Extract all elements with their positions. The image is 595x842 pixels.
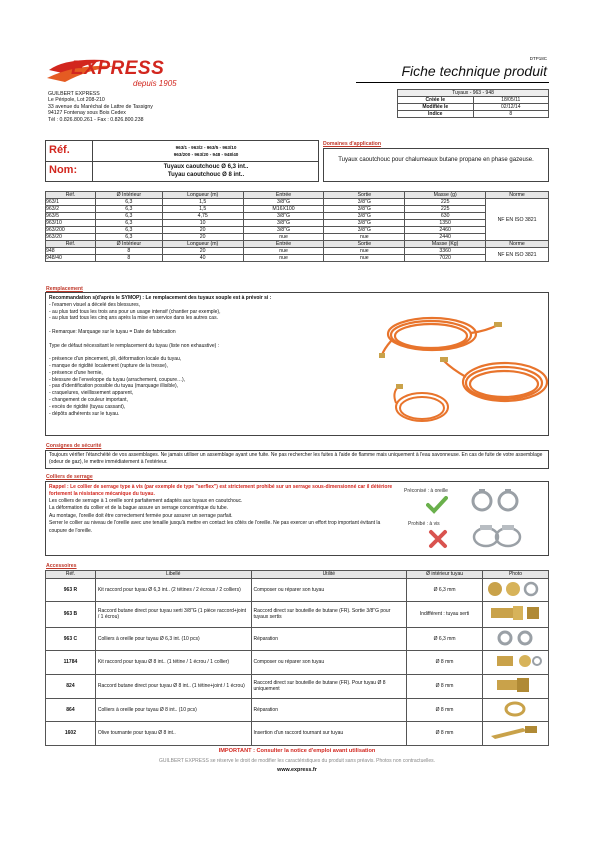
remplacement-line: - Remarque: Marquage sur le tuyau = Date de fabrication — [49, 328, 176, 335]
acc-libelle: Colliers à oreille pour tuyau Ø 8 int.. (10 pcs) — [95, 698, 251, 722]
colliers-title: Colliers de serrage — [46, 474, 93, 480]
acc-utilite: Raccord direct sur bouteille de butane (FR). Sortie 3/8"G pour tuyaux sertis — [251, 602, 407, 628]
doc-code: DTP18C — [529, 56, 547, 61]
company-address-line3: 94127 Fontenay sous Bois Cedex — [48, 110, 126, 117]
colliers-warning: Rappel : Le collier de serrage type à vis (par exemple de type "serflex") est strictement prohibé sur un serrage sous-dimensionné car il détériore fortement la résistance mécanique du tuyau. — [49, 484, 393, 497]
product-name-2: Tuyau caoutchouc Ø 8 int.. — [167, 172, 245, 178]
table-cell: 963/5 — [46, 213, 96, 220]
company-contact: Tél : 0.826.800.261 - Fax : 0.826.800.238 — [48, 116, 144, 123]
specs-header-length: Longueur (m) — [162, 192, 243, 199]
acc-ref: 824 — [46, 674, 96, 698]
table-cell: 3/8"G — [324, 199, 405, 206]
remplacement-line: - changement de couleur important, — [49, 396, 128, 403]
colliers-line: La déformation du collier et de la bague assure un serrage concentrique du tube. — [49, 505, 229, 512]
specs-header-mass: Masse (g) — [405, 192, 486, 199]
remplacement-title: Remplacement — [46, 286, 83, 292]
company-address-line1: Le Péripole, Lot 208-210 — [48, 97, 105, 104]
table-cell: 6,3 — [95, 199, 162, 206]
info-product: Tuyaux - 963 - 948 — [398, 90, 549, 97]
colliers-line: Les colliers de serrage à 1 oreille sont parfaitement adaptés aux tuyaux en caoutchouc. — [49, 498, 243, 504]
accessoires-title: Accessoires — [46, 563, 77, 569]
table-cell: 1,5 — [162, 206, 243, 213]
specs-header-ref: Réf. — [46, 241, 96, 248]
table-row — [46, 651, 549, 675]
footer-url[interactable]: www.express.fr — [277, 767, 317, 773]
info-index-label: Indice — [398, 111, 474, 118]
remplacement-line: - présence d'un pincement, pli, déformation locale du tuyau, — [49, 356, 182, 363]
table-cell: 1,5 — [162, 199, 243, 206]
prohib-label: Prohibé : à vis — [408, 521, 440, 527]
acc-photo — [482, 578, 548, 602]
preco-label: Préconisé : à oreille — [404, 488, 448, 494]
product-name-1: Tuyaux caoutchouc Ø 6,3 int.. — [163, 164, 249, 170]
accessoires-table — [45, 570, 549, 746]
table-cell: 225 — [405, 206, 486, 213]
ref-block — [45, 140, 319, 182]
info-modified-value: 02/12/14 — [473, 104, 549, 111]
acc-photo — [482, 722, 548, 746]
specs-header-inlet: Entrée — [243, 241, 324, 248]
table-cell: 630 — [405, 213, 486, 220]
hose-photo-coil-1 — [376, 313, 506, 359]
acc-libelle: Olive tournante pour tuyau Ø 8 int.. — [95, 722, 251, 746]
norm-cell-2: NF EN ISO 3821 — [486, 248, 549, 262]
table-cell: 948/40 — [46, 255, 96, 262]
footer-disclaimer: GUILBERT EXPRESS se réserve le droit de modifier les caractéristiques du produit sans préavis. Photos non contractuelles. — [158, 758, 436, 764]
acc-header-diam: Ø intérieur tuyau — [407, 571, 483, 579]
colliers-line: Au montage, l'oreille doit être correctement fermée pour assurer un serrage parfait. — [49, 512, 233, 519]
specs-header-diam: Ø Intérieur — [95, 241, 162, 248]
specs-header-outlet: Sortie — [324, 241, 405, 248]
specs-header-inlet: Entrée — [243, 192, 324, 199]
page-title: Fiche technique produit — [401, 63, 547, 79]
table-cell: 963/10 — [46, 220, 96, 227]
table-cell: 963/1 — [46, 199, 96, 206]
acc-photo — [482, 627, 548, 651]
specs-header-diam: Ø Intérieur — [95, 192, 162, 199]
table-row — [46, 627, 549, 651]
table-cell: nue — [324, 234, 405, 241]
logo-tagline: depuis 1905 — [133, 79, 177, 88]
specs-header-ref: Réf. — [46, 192, 96, 199]
specs-header-norm: Norme — [486, 192, 549, 199]
table-cell: 3/8"G — [324, 206, 405, 213]
ear-clamp-photo — [466, 488, 526, 516]
remplacement-line: Type de défaut nécessitant le remplacement du tuyau (liste non exhaustive) : — [49, 342, 220, 349]
table-cell: nue — [243, 234, 324, 241]
table-cell: 3/8"G — [243, 227, 324, 234]
domaines-title: Domaines d'application — [323, 141, 382, 147]
acc-diam: Ø 8 mm — [407, 651, 483, 675]
table-cell: 20 — [162, 227, 243, 234]
table-cell: 3/8"G — [243, 213, 324, 220]
table-cell: 963/2 — [46, 206, 96, 213]
remplacement-line — [49, 322, 389, 329]
info-created-value: 18/05/11 — [473, 97, 549, 104]
acc-utilite: Réparation — [251, 698, 407, 722]
acc-utilite: Raccord direct sur bouteille de butane (FR). Pour tuyau Ø 8 uniquement — [251, 674, 407, 698]
table-cell: 6,3 — [95, 234, 162, 241]
acc-ref: 963 B — [46, 602, 96, 628]
domaines-box — [323, 148, 549, 182]
remplacement-line: - pas d'identification possible du tuyau (marquage illisible), — [49, 383, 179, 390]
acc-utilite: Composer ou réparer son tuyau — [251, 578, 407, 602]
table-cell: 3/8"G — [243, 199, 324, 206]
footer-important: IMPORTANT : Consulter la notice d'emploi avant utilisation — [218, 748, 376, 754]
remplacement-line — [49, 336, 389, 343]
acc-libelle: Colliers à oreille pour tuyau Ø 6,3 int. (10 pcs) — [95, 627, 251, 651]
company-address — [48, 91, 268, 123]
table-row — [46, 698, 549, 722]
info-modified-label: Modifiée le — [398, 104, 474, 111]
remplacement-line — [49, 349, 389, 356]
table-row — [46, 722, 549, 746]
table-cell: M16X100 — [243, 206, 324, 213]
remplacement-line: - manque de rigidité localement (rupture de la tresse), — [49, 362, 168, 369]
acc-utilite: Réparation — [251, 627, 407, 651]
acc-photo — [482, 602, 548, 628]
table-cell: 8 — [95, 255, 162, 262]
table-cell: 963/20 — [46, 234, 96, 241]
remplacement-line: - excès de rigidité (tuyau cassant), — [49, 403, 126, 410]
acc-utilite: Composer ou réparer son tuyau — [251, 651, 407, 675]
table-cell: 948 — [46, 248, 96, 255]
hose-photo-coil-3 — [388, 383, 458, 429]
ref-list-1: 963/1 - 963/2 - 963/5 - 963/10 — [175, 145, 237, 150]
remplacement-box — [45, 292, 549, 436]
acc-libelle: Raccord butane direct pour tuyau Ø 8 int.. (1 tétine+joint / 1 écrou) — [95, 674, 251, 698]
table-cell: 3360 — [405, 248, 486, 255]
colliers-text — [49, 498, 394, 535]
table-cell: 7020 — [405, 255, 486, 262]
remplacement-line: - au plus tard tous les cinq ans après la mise en service dans les autres cas. — [49, 315, 218, 322]
table-row — [46, 674, 549, 698]
acc-diam: Indifférent : tuyau serti — [407, 602, 483, 628]
remplacement-line: - au plus tard tous les trois ans pour un usage intensif (chantier par exemple), — [49, 308, 221, 315]
check-icon — [426, 496, 448, 516]
remplacement-line: Recommandation s(d'après le SYMOP) : Le remplacement des tuyaux souple est à prévoir si : — [49, 295, 272, 301]
table-cell: nue — [243, 255, 324, 262]
company-address-line2: 33 avenue du Maréchal de Lattre de Tassigny — [48, 103, 153, 110]
colliers-box — [45, 481, 549, 556]
acc-ref: 1602 — [46, 722, 96, 746]
table-cell: 40 — [162, 255, 243, 262]
acc-header-ref: Réf. — [46, 571, 96, 579]
table-cell: 6,3 — [95, 206, 162, 213]
acc-header-utilite: Utilité — [251, 571, 407, 579]
logo-brand: EXPRESS — [71, 58, 165, 79]
table-cell: nue — [324, 248, 405, 255]
acc-ref: 963 C — [46, 627, 96, 651]
table-cell: 3/8"G — [324, 213, 405, 220]
acc-libelle: Kit raccord pour tuyau Ø 6,3 int.. (2 tétines / 2 écrous / 2 colliers) — [95, 578, 251, 602]
specs-header-norm: Norme — [486, 241, 549, 248]
table-cell: 3/8"G — [243, 220, 324, 227]
table-cell: 6,3 — [95, 220, 162, 227]
remplacement-text — [49, 295, 389, 417]
info-box — [397, 89, 549, 118]
remplacement-line: - craquelures, vieillissement apparent, — [49, 390, 134, 397]
acc-diam: Ø 8 mm — [407, 698, 483, 722]
table-row — [46, 578, 549, 602]
table-cell: 8 — [95, 248, 162, 255]
table-cell: 963/200 — [46, 227, 96, 234]
table-cell: 2440 — [405, 234, 486, 241]
ref-list-2: 963/200 - 963/20 - 948 - 948/40 — [173, 152, 239, 157]
table-cell: 225 — [405, 199, 486, 206]
table-cell: 1350 — [405, 220, 486, 227]
info-index-value: 8 — [473, 111, 549, 118]
acc-photo — [482, 651, 548, 675]
acc-diam: Ø 6,3 mm — [407, 627, 483, 651]
acc-diam: Ø 8 mm — [407, 722, 483, 746]
securite-box — [45, 450, 549, 469]
remplacement-line: - dépôts adhérents sur le tuyau. — [49, 410, 120, 417]
specs-header-mass: Masse (Kg) — [405, 241, 486, 248]
securite-text: Toujours vérifier l'étanchéité de vos assemblages. Ne jamais utiliser un assemblage ayant une fuite. Ne pas rechercher les fuites à l'aide de flamme mais uniquement à l'eau savonneuse. En cas de fuite de votre assemblage (odeur de gaz), le mettre immédiatement à l'extérieur. — [49, 452, 543, 465]
remplacement-line: - présence d'une hernie, — [49, 369, 103, 376]
acc-ref: 11784 — [46, 651, 96, 675]
table-cell: 6,3 — [95, 227, 162, 234]
remplacement-line: - blessure de l'enveloppe du tuyau (arrachement, coupure…), — [49, 376, 186, 383]
screw-clamp-photo — [466, 522, 526, 552]
table-cell: 4,75 — [162, 213, 243, 220]
table-cell: 10 — [162, 220, 243, 227]
cross-icon — [428, 529, 448, 551]
specs-header-length: Longueur (m) — [162, 241, 243, 248]
acc-header-libelle: Libellé — [95, 571, 251, 579]
norm-cell-1: NF EN ISO 3821 — [486, 199, 549, 241]
acc-photo — [482, 674, 548, 698]
ref-label: Réf. — [49, 144, 70, 156]
nom-label: Nom: — [49, 164, 78, 176]
company-name: GUILBERT EXPRESS — [48, 91, 100, 97]
acc-utilite: Insertion d'un raccord tournant sur tuyau — [251, 722, 407, 746]
acc-ref: 864 — [46, 698, 96, 722]
table-cell: 20 — [162, 248, 243, 255]
specs-table — [45, 191, 549, 262]
remplacement-line: - l'examen visuel a décelé des blessures, — [49, 301, 141, 308]
acc-diam: Ø 8 mm — [407, 674, 483, 698]
table-cell: nue — [324, 255, 405, 262]
table-row — [46, 602, 549, 628]
info-created-label: Créée le — [398, 97, 474, 104]
table-cell: 3/8"G — [324, 220, 405, 227]
acc-photo — [482, 698, 548, 722]
securite-title: Consignes de sécurité — [46, 443, 102, 449]
company-logo — [45, 56, 185, 94]
acc-libelle: Raccord butane direct pour tuyau serti 3/8"G (1 pièce raccord+joint / 1 écrou) — [95, 602, 251, 628]
colliers-line: Serrer le collier au niveau de l'oreille avec une tenaille jusqu'à mettre en contact les côtés de l'oreille. Ne pas exercer un effort trop important évitant la coupure de l'oreille. — [49, 520, 381, 534]
table-cell: 2460 — [405, 227, 486, 234]
table-cell: 6,3 — [95, 213, 162, 220]
acc-ref: 963 R — [46, 578, 96, 602]
table-cell: nue — [243, 248, 324, 255]
acc-diam: Ø 6,3 mm — [407, 578, 483, 602]
table-cell: 20 — [162, 234, 243, 241]
acc-libelle: Kit raccord pour tuyau Ø 8 int.. (1 tétine / 1 écrou / 1 collier) — [95, 651, 251, 675]
specs-header-outlet: Sortie — [324, 192, 405, 199]
table-cell: 3/8"G — [324, 227, 405, 234]
domaines-text: Tuyaux caoutchouc pour chalumeaux butane propane en phase gazeuse. — [338, 157, 534, 163]
acc-header-photo: Photo — [482, 571, 548, 579]
